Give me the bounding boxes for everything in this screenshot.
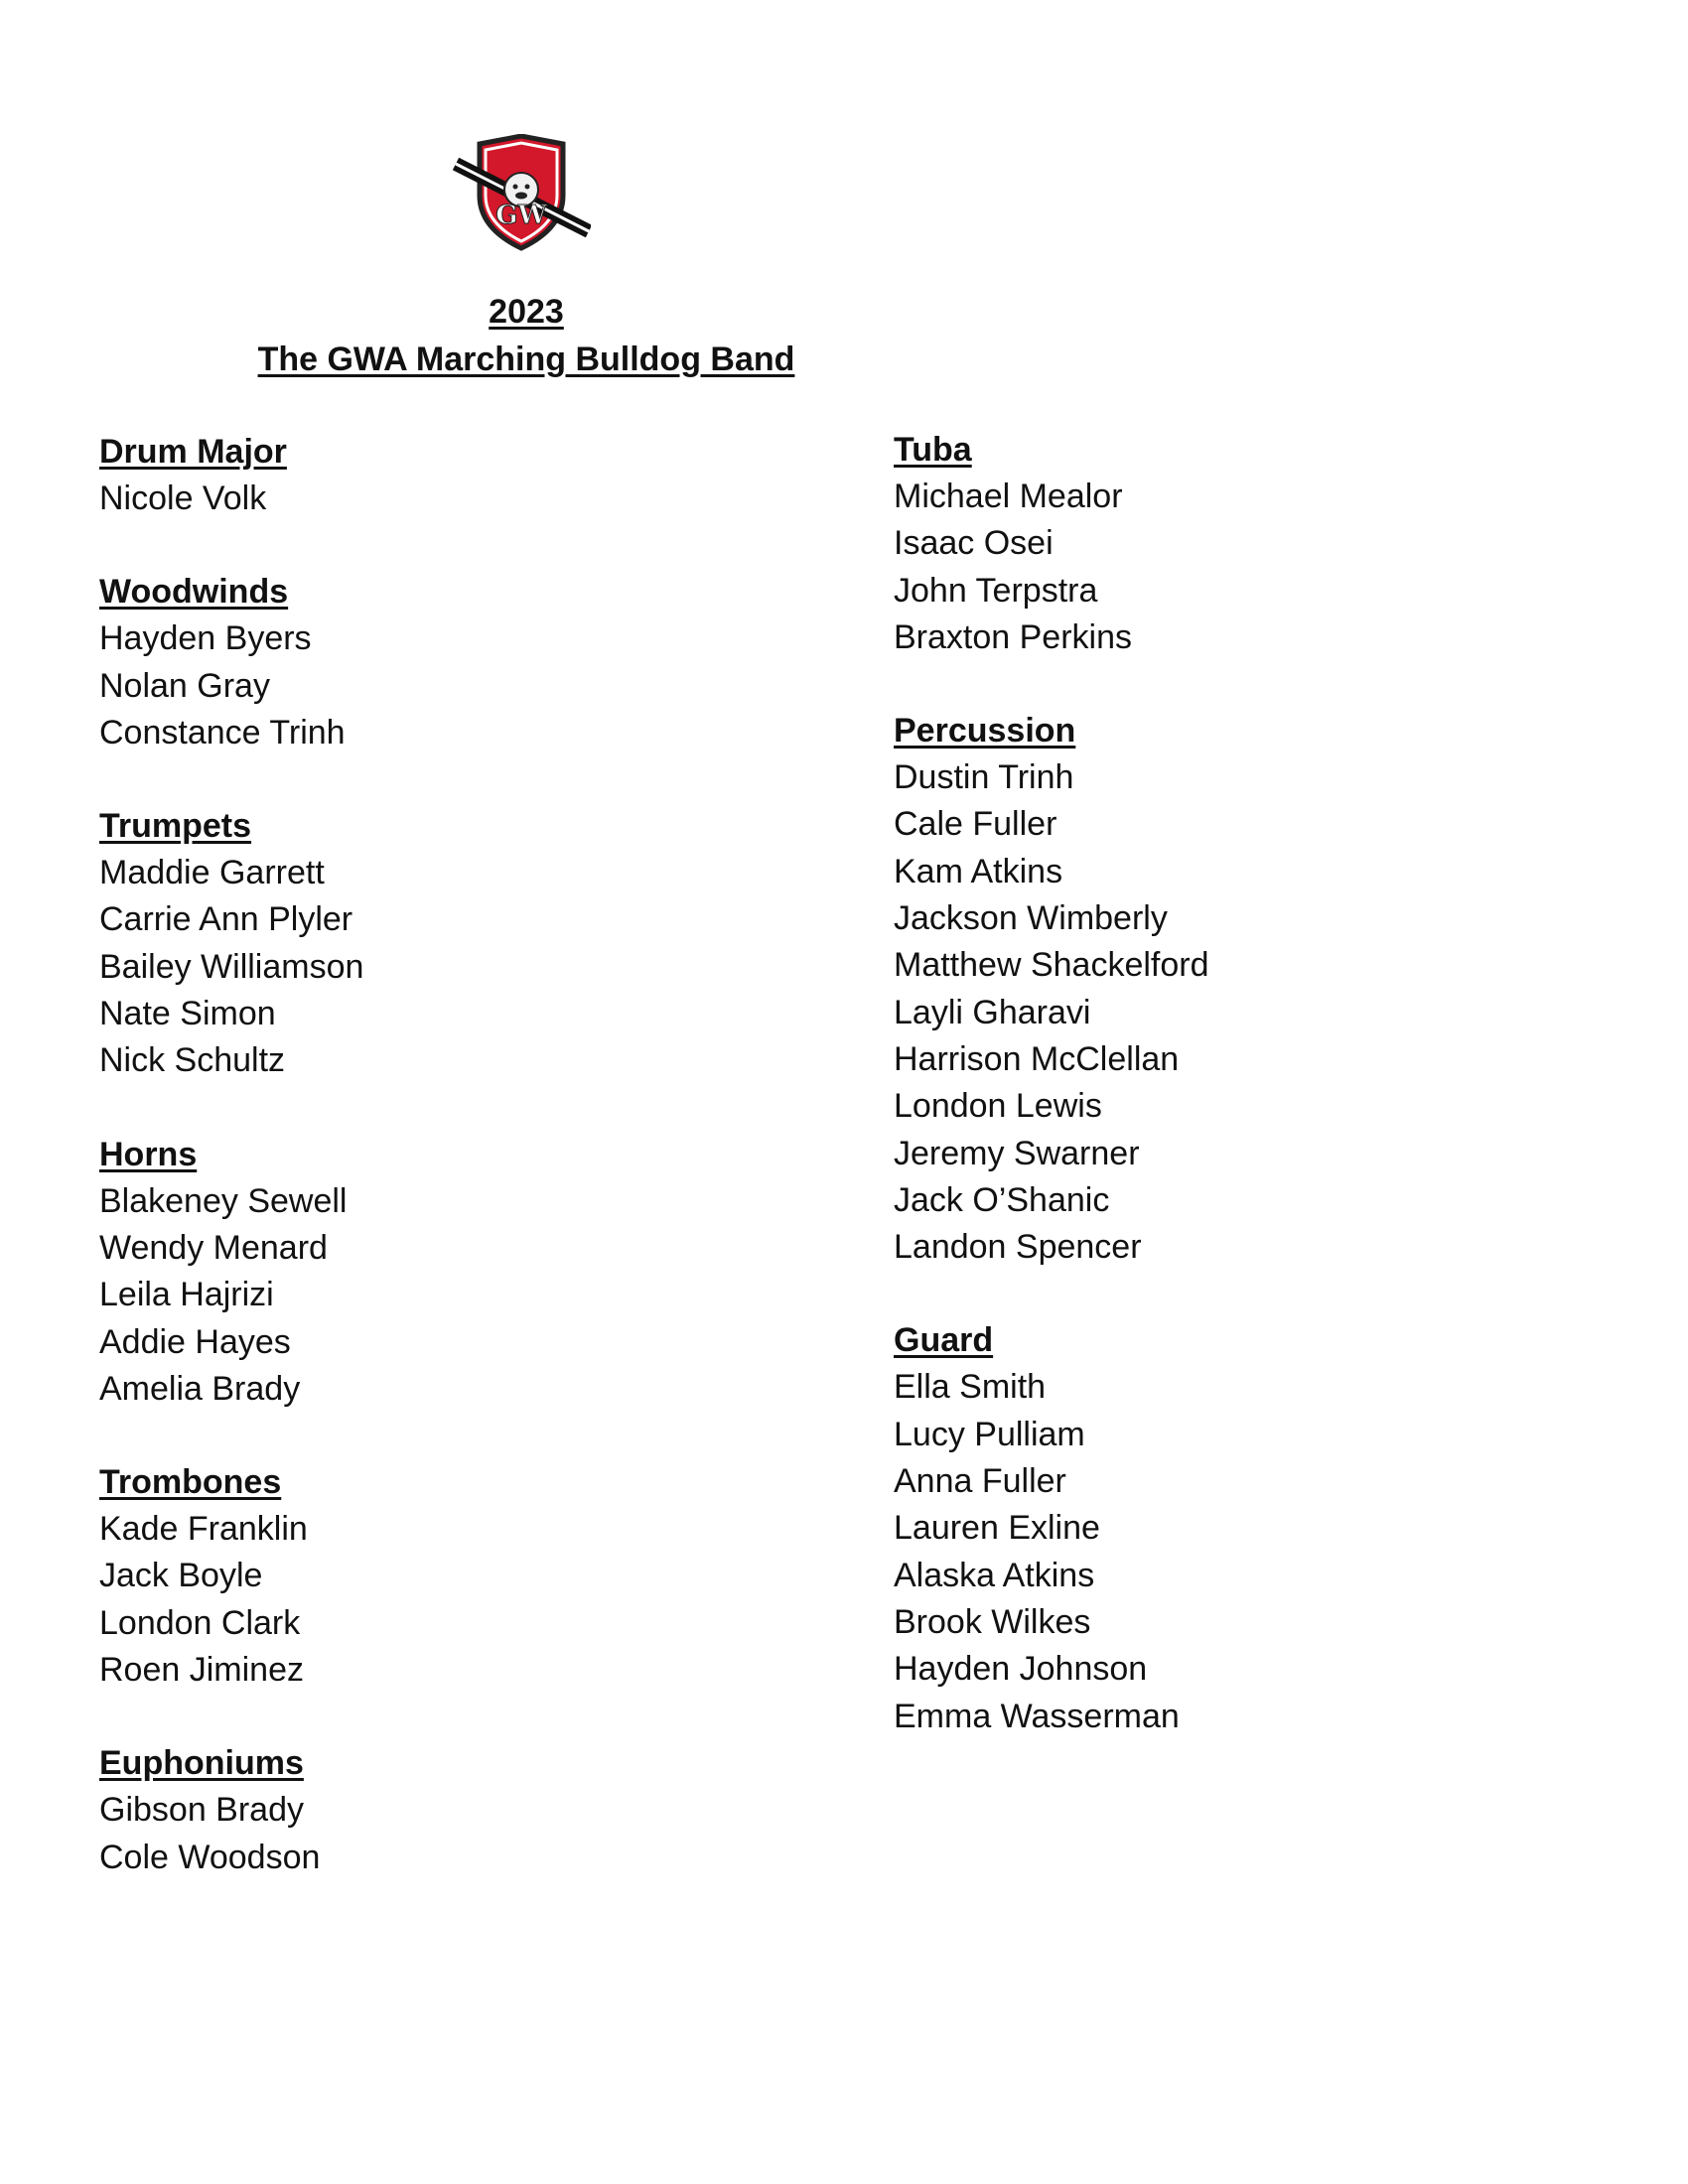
member-name: Roen Jiminez: [99, 1651, 304, 1690]
member-name: Maddie Garrett: [99, 854, 325, 892]
member-name: Landon Spencer: [894, 1228, 1142, 1267]
section-title: Woodwinds: [99, 573, 289, 612]
section-trombones: [99, 1459, 695, 1694]
member-name: Dustin Trinh: [894, 758, 1074, 797]
member-name: Hayden Johnson: [894, 1650, 1148, 1689]
member-name: Lauren Exline: [894, 1509, 1100, 1548]
member-name: Nolan Gray: [99, 666, 270, 705]
member-name: Lucy Pulliam: [894, 1415, 1085, 1453]
section-title: Guard: [894, 1321, 994, 1360]
page-header: [248, 288, 804, 383]
member-name: Jack O’Shanic: [894, 1180, 1110, 1219]
right-roster-column: [894, 427, 1489, 1787]
member-name: Jeremy Swarner: [894, 1134, 1140, 1172]
school-shield-logo: [452, 134, 591, 253]
member-name: Wendy Menard: [99, 1228, 328, 1267]
member-name: London Lewis: [894, 1087, 1102, 1126]
header-year: 2023: [489, 293, 564, 331]
section-horns: [99, 1132, 695, 1413]
member-name: Emma Wasserman: [894, 1697, 1180, 1735]
member-name: Braxton Perkins: [894, 617, 1132, 656]
section-percussion: [894, 708, 1489, 1271]
member-name: Constance Trinh: [99, 713, 346, 751]
member-name: Addie Hayes: [99, 1322, 291, 1361]
member-name: Cole Woodson: [99, 1838, 321, 1876]
member-name: Nick Schultz: [99, 1041, 286, 1080]
member-name: Blakeney Sewell: [99, 1181, 348, 1220]
header-title: The GWA Marching Bulldog Band: [257, 341, 795, 378]
section-title: Trombones: [99, 1463, 282, 1502]
section-woodwinds: [99, 569, 695, 756]
section-title: Drum Major: [99, 433, 287, 471]
member-name: Kam Atkins: [894, 852, 1063, 890]
section-title: Percussion: [894, 712, 1076, 751]
member-name: Alaska Atkins: [894, 1556, 1095, 1594]
member-name: Kade Franklin: [99, 1510, 308, 1549]
member-name: Harrison McClellan: [894, 1039, 1180, 1078]
member-name: Jackson Wimberly: [894, 899, 1168, 938]
member-name: Matthew Shackelford: [894, 946, 1209, 985]
section-guard: [894, 1317, 1489, 1739]
member-name: Ella Smith: [894, 1368, 1047, 1407]
section-tuba: [894, 427, 1489, 661]
section-drum-major: [99, 429, 695, 522]
member-name: Nicole Volk: [99, 479, 267, 517]
section-trumpets: [99, 803, 695, 1084]
member-name: Jack Boyle: [99, 1557, 263, 1595]
left-roster-column: [99, 429, 695, 1928]
member-name: Isaac Osei: [894, 524, 1054, 563]
member-name: Layli Gharavi: [894, 993, 1091, 1031]
section-title: Horns: [99, 1135, 198, 1173]
member-name: John Terpstra: [894, 571, 1098, 610]
member-name: Gibson Brady: [99, 1791, 304, 1830]
section-title: Euphoniums: [99, 1744, 304, 1783]
member-name: Nate Simon: [99, 995, 276, 1033]
member-name: Bailey Williamson: [99, 947, 364, 986]
member-name: Brook Wilkes: [894, 1602, 1091, 1641]
member-name: Hayden Byers: [99, 619, 312, 658]
svg-text:GW: GW: [495, 201, 547, 230]
member-name: Anna Fuller: [894, 1462, 1066, 1501]
section-title: Trumpets: [99, 807, 252, 846]
shield-logo-icon: [452, 134, 591, 253]
member-name: Michael Mealor: [894, 478, 1123, 515]
member-name: London Clark: [99, 1603, 301, 1642]
member-name: Carrie Ann Plyler: [99, 900, 353, 939]
member-name: Leila Hajrizi: [99, 1276, 274, 1314]
section-euphoniums: [99, 1740, 695, 1881]
member-name: Cale Fuller: [894, 805, 1057, 844]
member-name: Amelia Brady: [99, 1369, 301, 1408]
section-title: Tuba: [894, 431, 972, 469]
